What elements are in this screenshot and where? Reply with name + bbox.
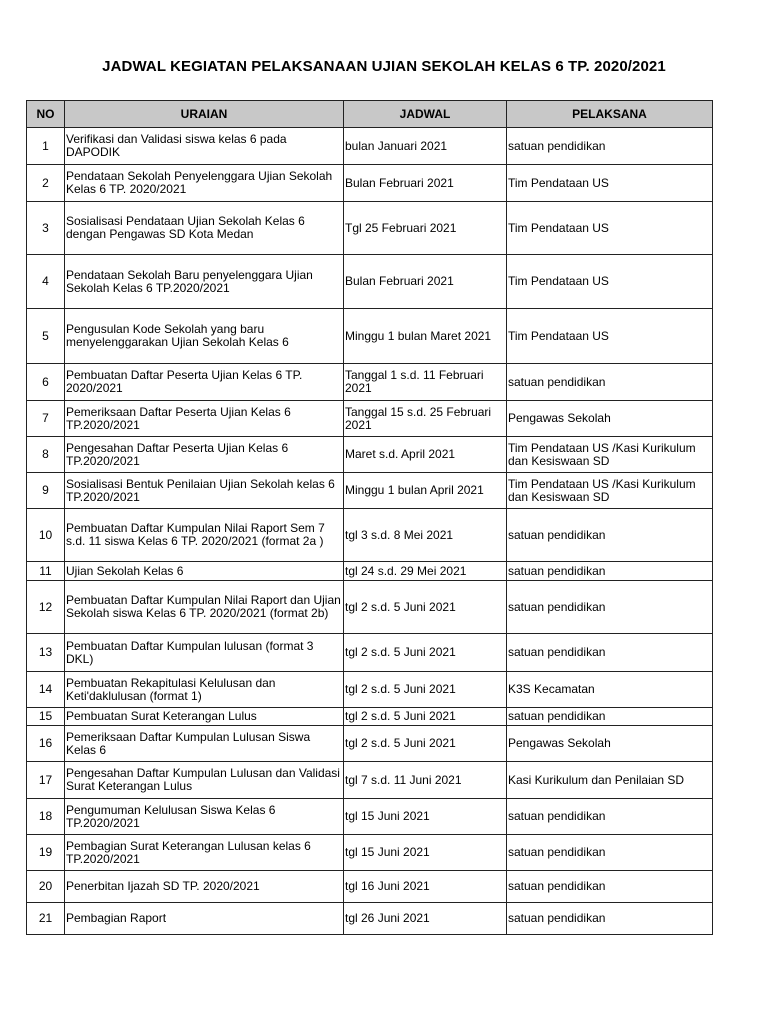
table-row xyxy=(27,309,713,364)
table-row xyxy=(27,165,713,202)
table-cell-jadwal: Bulan Februari 2021 xyxy=(344,255,507,309)
table-cell-pelaksana: satuan pendidikan xyxy=(507,634,713,672)
table-cell-no: 21 xyxy=(27,903,65,935)
table-cell-pelaksana: satuan pendidikan xyxy=(507,581,713,634)
table-cell-pelaksana: Pengawas Sekolah xyxy=(507,401,713,437)
table-cell-pelaksana: satuan pendidikan xyxy=(507,364,713,401)
table-row xyxy=(27,202,713,255)
table-cell-jadwal: tgl 2 s.d. 5 Juni 2021 xyxy=(344,672,507,708)
table-cell-uraian: Pembuatan Daftar Kumpulan Nilai Raport dan Ujian Sekolah siswa Kelas 6 TP. 2020/2021 (format 2b) xyxy=(65,581,344,634)
table-cell-jadwal: Tgl 25 Februari 2021 xyxy=(344,202,507,255)
table-cell-pelaksana: satuan pendidikan xyxy=(507,708,713,726)
table-cell-jadwal: Maret s.d. April 2021 xyxy=(344,437,507,473)
table-cell-pelaksana: Tim Pendataan US /Kasi Kurikulum dan Kesiswaan SD xyxy=(507,473,713,509)
table-cell-uraian: Pembuatan Surat Keterangan Lulus xyxy=(65,708,344,726)
table-cell-no: 9 xyxy=(27,473,65,509)
table-cell-uraian: Pembuatan Daftar Kumpulan Nilai Raport Sem 7 s.d. 11 siswa Kelas 6 TP. 2020/2021 (format 2a ) xyxy=(65,509,344,562)
table-cell-no: 16 xyxy=(27,726,65,762)
table-cell-uraian: Pembagian Surat Keterangan Lulusan kelas 6 TP.2020/2021 xyxy=(65,835,344,871)
table-cell-no: 20 xyxy=(27,871,65,903)
table-cell-pelaksana: Tim Pendataan US xyxy=(507,202,713,255)
header-pelaksana: PELAKSANA xyxy=(507,101,713,128)
table-row xyxy=(27,581,713,634)
table-cell-no: 10 xyxy=(27,509,65,562)
table-cell-jadwal: Bulan Februari 2021 xyxy=(344,165,507,202)
table-row xyxy=(27,437,713,473)
table-cell-uraian: Pengesahan Daftar Kumpulan Lulusan dan Validasi Surat Keterangan Lulus xyxy=(65,762,344,799)
table-cell-jadwal: tgl 26 Juni 2021 xyxy=(344,903,507,935)
table-cell-jadwal: tgl 24 s.d. 29 Mei 2021 xyxy=(344,562,507,581)
table-cell-jadwal: tgl 2 s.d. 5 Juni 2021 xyxy=(344,708,507,726)
table-cell-jadwal: Minggu 1 bulan Maret 2021 xyxy=(344,309,507,364)
table-cell-pelaksana: satuan pendidikan xyxy=(507,835,713,871)
table-cell-jadwal: tgl 15 Juni 2021 xyxy=(344,835,507,871)
table-cell-no: 13 xyxy=(27,634,65,672)
table-row xyxy=(27,762,713,799)
table-cell-no: 3 xyxy=(27,202,65,255)
table-cell-uraian: Sosialisasi Pendataan Ujian Sekolah Kelas 6 dengan Pengawas SD Kota Medan xyxy=(65,202,344,255)
table-cell-pelaksana: Tim Pendataan US xyxy=(507,255,713,309)
table-cell-jadwal: tgl 2 s.d. 5 Juni 2021 xyxy=(344,726,507,762)
table-cell-uraian: Pembuatan Daftar Kumpulan lulusan (format 3 DKL) xyxy=(65,634,344,672)
table-header-row xyxy=(27,101,713,128)
table-cell-no: 14 xyxy=(27,672,65,708)
table-cell-uraian: Pengusulan Kode Sekolah yang baru menyelenggarakan Ujian Sekolah Kelas 6 xyxy=(65,309,344,364)
table-cell-no: 19 xyxy=(27,835,65,871)
table-cell-uraian: Pemeriksaan Daftar Peserta Ujian Kelas 6 TP.2020/2021 xyxy=(65,401,344,437)
table-cell-pelaksana: Kasi Kurikulum dan Penilaian SD xyxy=(507,762,713,799)
table-cell-no: 4 xyxy=(27,255,65,309)
document-title: JADWAL KEGIATAN PELAKSANAAN UJIAN SEKOLAH KELAS 6 TP. 2020/2021 xyxy=(102,58,666,75)
table-row xyxy=(27,255,713,309)
table-cell-pelaksana: satuan pendidikan xyxy=(507,903,713,935)
table-cell-pelaksana: satuan pendidikan xyxy=(507,128,713,165)
header-jadwal: JADWAL xyxy=(344,101,507,128)
table-cell-jadwal: Minggu 1 bulan April 2021 xyxy=(344,473,507,509)
table-row xyxy=(27,473,713,509)
table-row xyxy=(27,726,713,762)
table-cell-no: 8 xyxy=(27,437,65,473)
table-cell-no: 12 xyxy=(27,581,65,634)
table-cell-jadwal: tgl 15 Juni 2021 xyxy=(344,799,507,835)
table-cell-jadwal: Tanggal 1 s.d. 11 Februari 2021 xyxy=(344,364,507,401)
table-cell-no: 15 xyxy=(27,708,65,726)
table-cell-pelaksana: Pengawas Sekolah xyxy=(507,726,713,762)
table-cell-pelaksana: satuan pendidikan xyxy=(507,509,713,562)
table-cell-jadwal: tgl 2 s.d. 5 Juni 2021 xyxy=(344,581,507,634)
table-cell-no: 5 xyxy=(27,309,65,364)
table-cell-no: 7 xyxy=(27,401,65,437)
table-cell-pelaksana: K3S Kecamatan xyxy=(507,672,713,708)
table-cell-pelaksana: Tim Pendataan US xyxy=(507,309,713,364)
table-cell-uraian: Penerbitan Ijazah SD TP. 2020/2021 xyxy=(65,871,344,903)
table-row xyxy=(27,364,713,401)
table-cell-no: 2 xyxy=(27,165,65,202)
table-cell-uraian: Pembuatan Rekapitulasi Kelulusan dan Keti'daklulusan (format 1) xyxy=(65,672,344,708)
header-uraian: URAIAN xyxy=(65,101,344,128)
table-cell-pelaksana: Tim Pendataan US xyxy=(507,165,713,202)
table-cell-uraian: Pengumuman Kelulusan Siswa Kelas 6 TP.2020/2021 xyxy=(65,799,344,835)
table-cell-jadwal: Tanggal 15 s.d. 25 Februari 2021 xyxy=(344,401,507,437)
table-cell-no: 1 xyxy=(27,128,65,165)
table-cell-jadwal: tgl 3 s.d. 8 Mei 2021 xyxy=(344,509,507,562)
table-cell-uraian: Pemeriksaan Daftar Kumpulan Lulusan Siswa Kelas 6 xyxy=(65,726,344,762)
table-cell-no: 6 xyxy=(27,364,65,401)
table-cell-uraian: Pendataan Sekolah Baru penyelenggara Ujian Sekolah Kelas 6 TP.2020/2021 xyxy=(65,255,344,309)
schedule-table xyxy=(26,100,713,935)
table-row xyxy=(27,509,713,562)
table-cell-uraian: Pengesahan Daftar Peserta Ujian Kelas 6 TP.2020/2021 xyxy=(65,437,344,473)
table-cell-jadwal: tgl 16 Juni 2021 xyxy=(344,871,507,903)
table-cell-pelaksana: satuan pendidikan xyxy=(507,562,713,581)
header-no: NO xyxy=(27,101,65,128)
table-row xyxy=(27,634,713,672)
table-cell-pelaksana: satuan pendidikan xyxy=(507,799,713,835)
table-row xyxy=(27,871,713,903)
table-cell-no: 17 xyxy=(27,762,65,799)
table-cell-uraian: Pembagian Raport xyxy=(65,903,344,935)
table-body xyxy=(27,128,713,935)
table-cell-uraian: Pendataan Sekolah Penyelenggara Ujian Sekolah Kelas 6 TP. 2020/2021 xyxy=(65,165,344,202)
table-cell-uraian: Verifikasi dan Validasi siswa kelas 6 pada DAPODIK xyxy=(65,128,344,165)
table-cell-jadwal: tgl 2 s.d. 5 Juni 2021 xyxy=(344,634,507,672)
table-cell-jadwal: bulan Januari 2021 xyxy=(344,128,507,165)
table-row xyxy=(27,903,713,935)
table-row xyxy=(27,835,713,871)
table-cell-jadwal: tgl 7 s.d. 11 Juni 2021 xyxy=(344,762,507,799)
table-cell-uraian: Sosialisasi Bentuk Penilaian Ujian Sekolah kelas 6 TP.2020/2021 xyxy=(65,473,344,509)
table-cell-uraian: Pembuatan Daftar Peserta Ujian Kelas 6 TP. 2020/2021 xyxy=(65,364,344,401)
table-row xyxy=(27,401,713,437)
table-cell-pelaksana: satuan pendidikan xyxy=(507,871,713,903)
table-row xyxy=(27,128,713,165)
table-row xyxy=(27,708,713,726)
table-cell-uraian: Ujian Sekolah Kelas 6 xyxy=(65,562,344,581)
table-row xyxy=(27,799,713,835)
table-cell-no: 18 xyxy=(27,799,65,835)
table-cell-pelaksana: Tim Pendataan US /Kasi Kurikulum dan Kesiswaan SD xyxy=(507,437,713,473)
table-cell-no: 11 xyxy=(27,562,65,581)
table-row xyxy=(27,672,713,708)
table-row xyxy=(27,562,713,581)
